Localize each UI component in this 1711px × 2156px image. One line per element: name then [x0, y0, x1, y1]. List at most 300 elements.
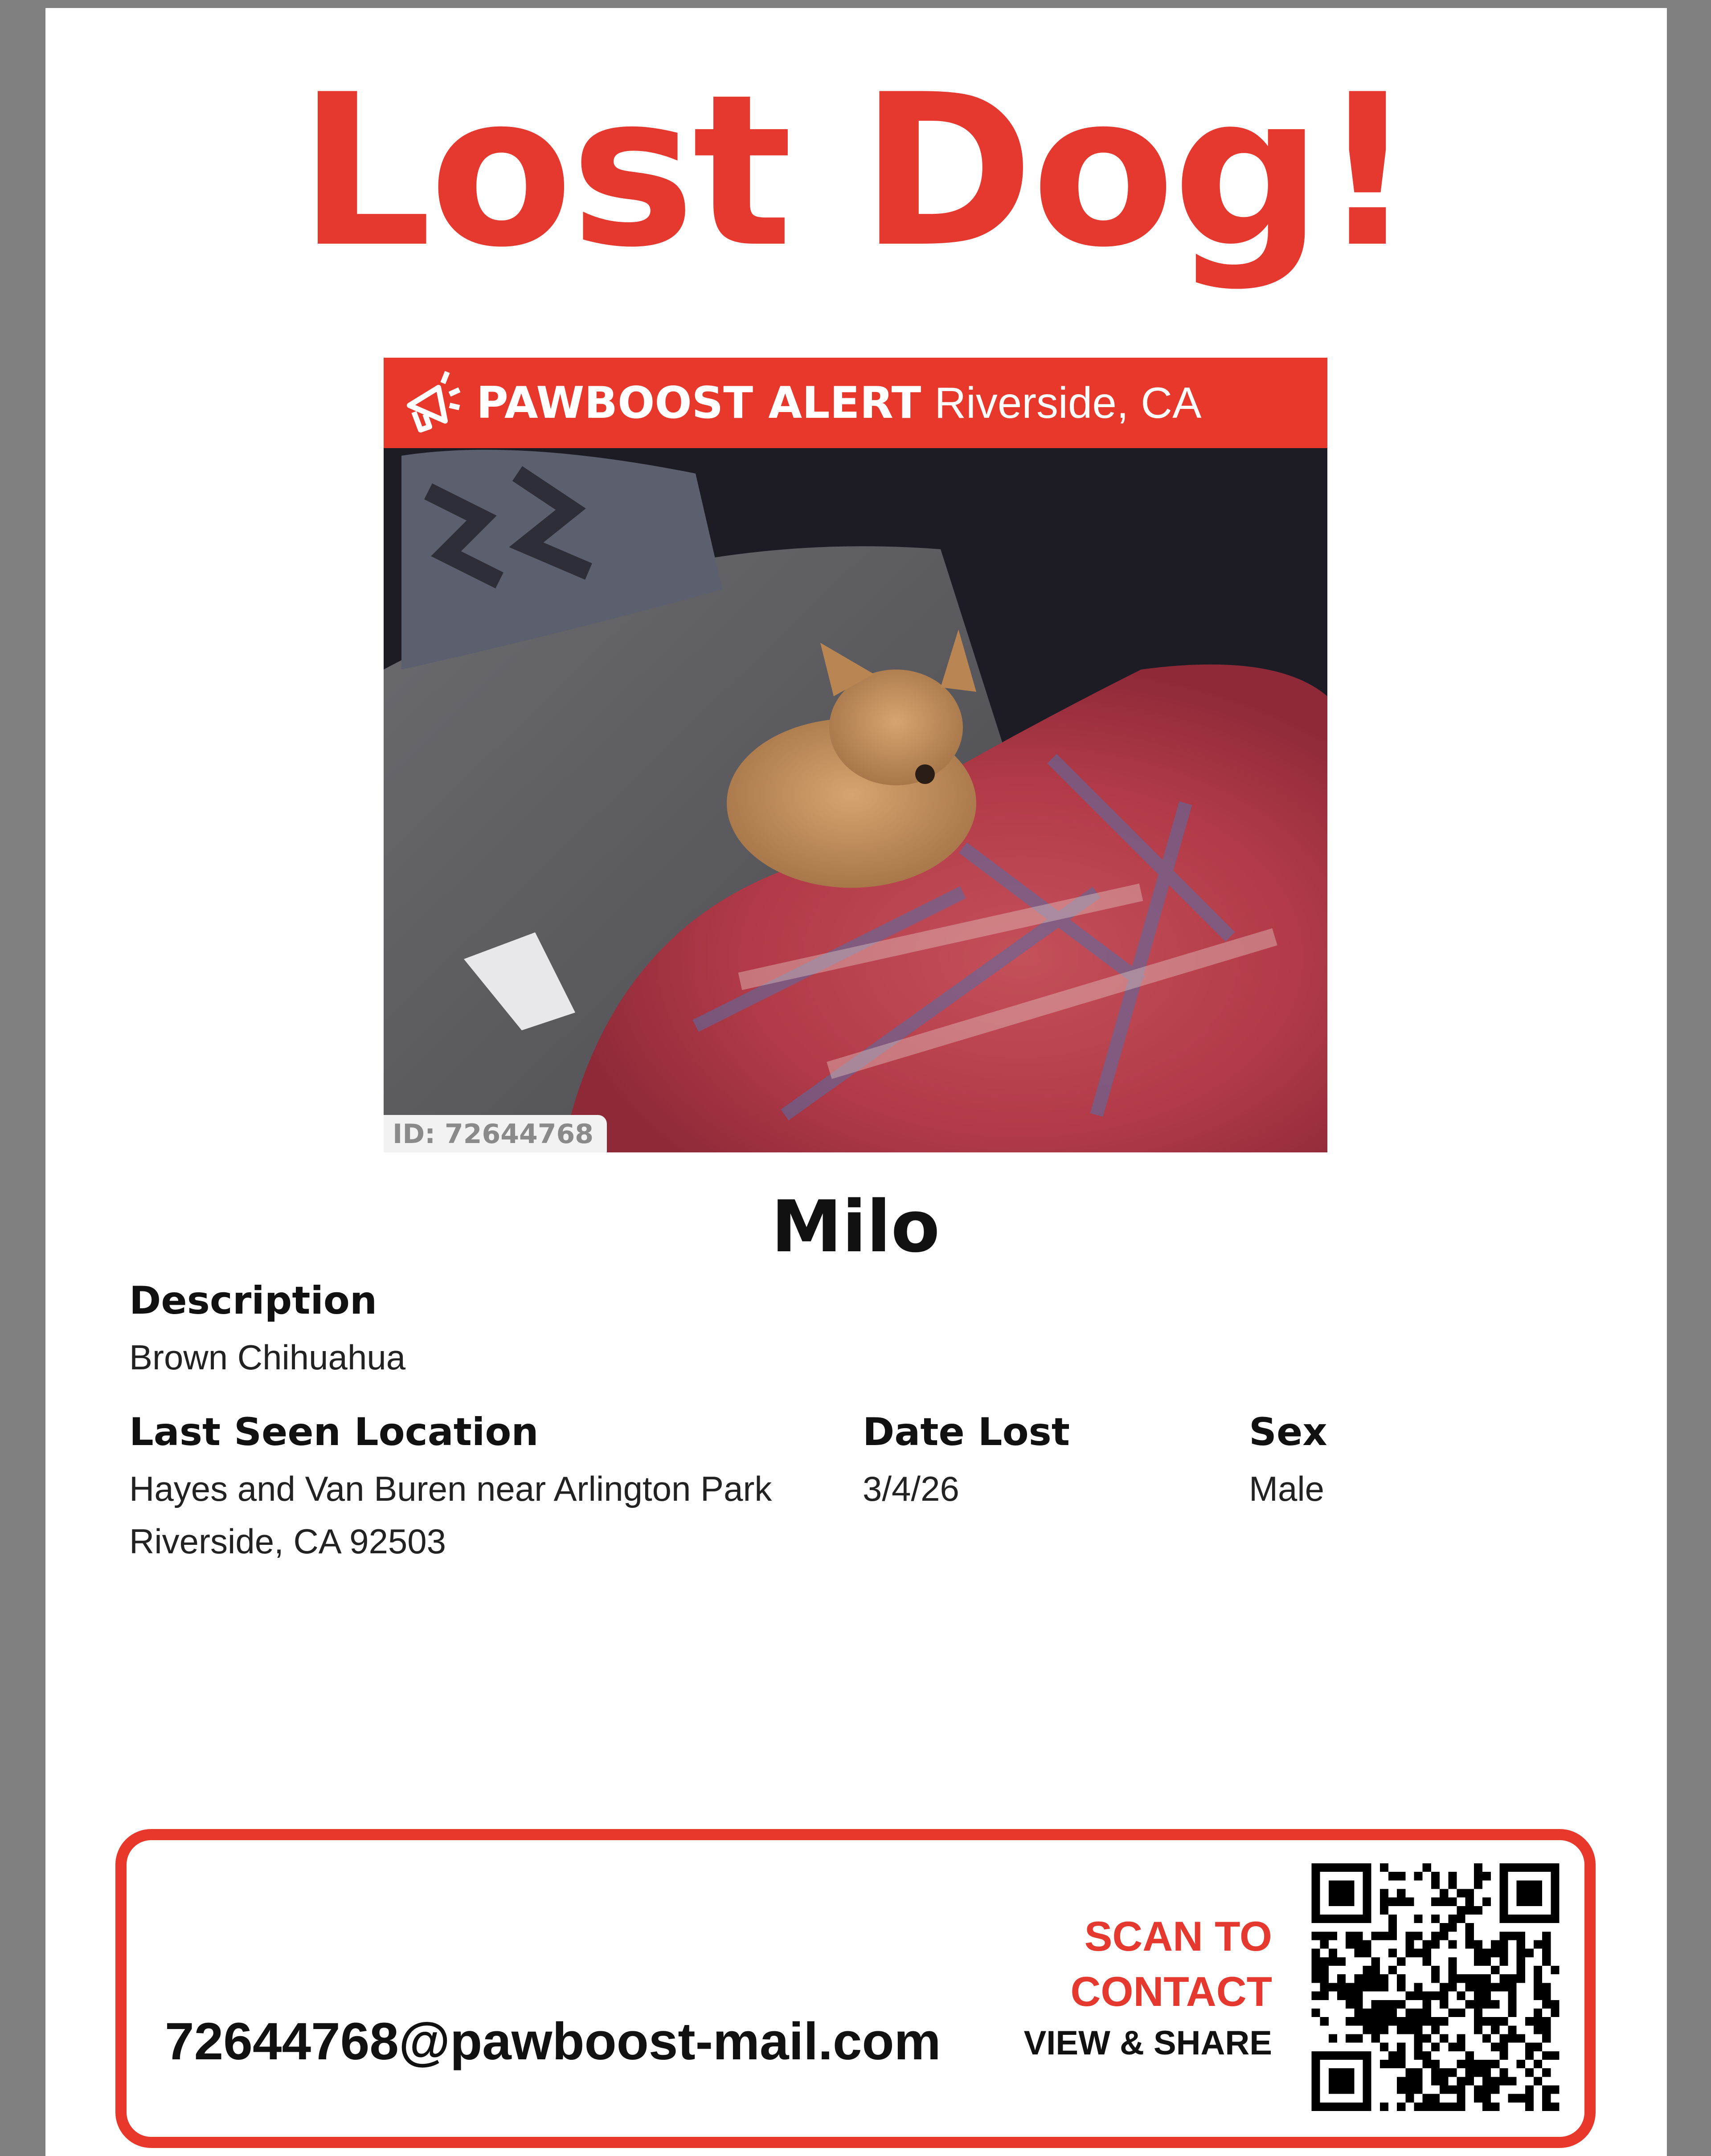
qr-module: [1491, 2085, 1499, 2094]
qr-module: [1508, 1915, 1516, 1923]
qr-module: [1551, 1880, 1559, 1889]
qr-module: [1448, 1966, 1457, 1974]
qr-module: [1405, 2077, 1414, 2085]
qr-module: [1457, 2077, 1465, 2085]
qr-module: [1312, 2068, 1320, 2077]
qr-module: [1440, 1898, 1448, 1906]
qr-module: [1431, 2060, 1440, 2068]
qr-module: [1499, 1957, 1508, 1966]
qr-module: [1499, 2034, 1508, 2042]
qr-module: [1517, 1889, 1525, 1898]
qr-module: [1499, 1931, 1508, 1940]
qr-module: [1423, 1992, 1431, 2000]
qr-module: [1440, 1983, 1448, 1991]
qr-module: [1337, 2103, 1346, 2111]
qr-module: [1499, 2051, 1508, 2060]
qr-module: [1542, 2051, 1551, 2060]
qr-module: [1542, 2025, 1551, 2034]
qr-module: [1440, 2000, 1448, 2009]
qr-module: [1474, 1872, 1482, 1880]
qr-module: [1491, 1966, 1499, 1974]
qr-module: [1465, 2051, 1474, 2060]
qr-module: [1312, 1949, 1320, 1957]
qr-module: [1423, 2051, 1431, 2060]
qr-module: [1423, 1949, 1431, 1957]
qr-module: [1474, 2060, 1482, 2068]
qr-module: [1491, 2043, 1499, 2051]
qr-module: [1457, 2034, 1465, 2042]
qr-module: [1363, 1889, 1371, 1898]
qr-module: [1346, 2034, 1354, 2042]
qr-module: [1551, 1863, 1559, 1872]
qr-module: [1354, 2103, 1363, 2111]
qr-module: [1474, 2068, 1482, 2077]
qr-module: [1363, 1949, 1371, 1957]
qr-module: [1423, 1957, 1431, 1966]
qr-module: [1337, 1863, 1346, 1872]
dog-photo-illustration: [384, 358, 1327, 1152]
qr-module: [1346, 1983, 1354, 1991]
qr-module: [1440, 1923, 1448, 1931]
qr-module: [1397, 1983, 1405, 1991]
qr-module: [1440, 1992, 1448, 2000]
qr-module: [1346, 2085, 1354, 2094]
qr-module: [1329, 2068, 1337, 2077]
qr-module: [1474, 1949, 1482, 1957]
qr-module: [1312, 2060, 1320, 2068]
qr-module: [1448, 2009, 1457, 2017]
qr-module: [1440, 2017, 1448, 2025]
qr-module: [1397, 2077, 1405, 2085]
qr-module: [1448, 1923, 1457, 1931]
qr-module: [1312, 1898, 1320, 1906]
qr-module: [1534, 2077, 1542, 2085]
qr-module: [1499, 2017, 1508, 2025]
qr-module: [1388, 2000, 1397, 2009]
qr-module: [1474, 2017, 1482, 2025]
qr-module: [1346, 1863, 1354, 1872]
qr-module: [1363, 2085, 1371, 2094]
qr-module: [1312, 1915, 1320, 1923]
qr-module: [1431, 1931, 1440, 1940]
qr-module: [1397, 1889, 1405, 1898]
qr-module: [1508, 2034, 1516, 2042]
qr-module: [1499, 2043, 1508, 2051]
qr-module: [1414, 2043, 1423, 2051]
qr-module: [1337, 1880, 1346, 1889]
qr-module: [1388, 1966, 1397, 1974]
qr-module: [1474, 2025, 1482, 2034]
qr-module: [1371, 2000, 1380, 2009]
qr-module: [1517, 1863, 1525, 1872]
qr-module: [1491, 2060, 1499, 2068]
qr-module: [1414, 2009, 1423, 2017]
qr-module: [1457, 2043, 1465, 2051]
qr-module: [1499, 1915, 1508, 1923]
qr-module: [1329, 1915, 1337, 1923]
qr-module: [1508, 2077, 1516, 2085]
qr-module: [1371, 1931, 1380, 1940]
qr-module: [1354, 1949, 1363, 1957]
qr-module: [1312, 1966, 1320, 1974]
qr-module: [1482, 2000, 1491, 2009]
qr-module: [1312, 2094, 1320, 2103]
qr-module: [1397, 2085, 1405, 2094]
contact-label: CONTACT: [1070, 1968, 1272, 2015]
qr-module: [1371, 1974, 1380, 1983]
date-lost-value: 3/4/26: [863, 1469, 959, 1508]
qr-module: [1440, 2085, 1448, 2094]
qr-module: [1474, 2085, 1482, 2094]
qr-module: [1542, 1931, 1551, 1940]
qr-module: [1320, 1974, 1329, 1983]
qr-module: [1414, 1992, 1423, 2000]
megaphone-icon: [396, 370, 463, 437]
qr-module: [1371, 2025, 1380, 2034]
qr-module: [1397, 2000, 1405, 2009]
qr-module: [1380, 2043, 1388, 2051]
qr-module: [1337, 1898, 1346, 1906]
qr-module: [1534, 1863, 1542, 1872]
qr-module: [1414, 2068, 1423, 2077]
qr-module: [1312, 1906, 1320, 1915]
qr-module: [1525, 2051, 1534, 2060]
qr-module: [1465, 1983, 1474, 1991]
qr-module: [1363, 2025, 1371, 2034]
pet-photo: [384, 358, 1327, 1152]
qr-module: [1517, 1898, 1525, 1906]
qr-module: [1499, 2077, 1508, 2085]
qr-module: [1508, 2094, 1516, 2103]
qr-module: [1499, 1949, 1508, 1957]
qr-module: [1346, 1898, 1354, 1906]
qr-module: [1405, 2017, 1414, 2025]
qr-module: [1551, 2085, 1559, 2094]
qr-module: [1346, 1915, 1354, 1923]
qr-module: [1525, 1863, 1534, 1872]
qr-module: [1431, 1992, 1440, 2000]
qr-module: [1337, 2085, 1346, 2094]
qr-module: [1397, 1974, 1405, 1983]
qr-module: [1491, 2077, 1499, 2085]
qr-module: [1388, 2017, 1397, 2025]
qr-module: [1423, 2103, 1431, 2111]
qr-module: [1551, 1915, 1559, 1923]
qr-module: [1423, 2094, 1431, 2103]
qr-module: [1482, 1949, 1491, 1957]
qr-module: [1457, 2009, 1465, 2017]
qr-module: [1329, 2085, 1337, 2094]
qr-module: [1525, 2094, 1534, 2103]
description-label: Description: [129, 1278, 377, 1323]
qr-module: [1405, 2085, 1414, 2094]
qr-module: [1465, 1931, 1474, 1940]
qr-module: [1363, 2051, 1371, 2060]
qr-module: [1542, 2017, 1551, 2025]
qr-module: [1474, 2094, 1482, 2103]
qr-module: [1329, 1863, 1337, 1872]
qr-module: [1508, 1992, 1516, 2000]
qr-module: [1508, 2000, 1516, 2009]
qr-module: [1508, 1931, 1516, 1940]
qr-module: [1491, 2103, 1499, 2111]
qr-module: [1354, 1940, 1363, 1949]
qr-module: [1465, 2060, 1474, 2068]
qr-module: [1354, 1931, 1363, 1940]
qr-module: [1499, 1906, 1508, 1915]
qr-module: [1551, 2051, 1559, 2060]
qr-module: [1405, 1949, 1414, 1957]
qr-module: [1431, 2077, 1440, 2085]
qr-module: [1354, 1863, 1363, 1872]
qr-module: [1380, 2060, 1388, 2068]
qr-module: [1371, 1966, 1380, 1974]
qr-module: [1448, 1940, 1457, 1949]
qr-module: [1542, 1957, 1551, 1966]
qr-module: [1542, 2000, 1551, 2009]
qr-module: [1508, 1863, 1516, 1872]
qr-module: [1337, 1974, 1346, 1983]
qr-module: [1448, 1983, 1457, 1991]
qr-module: [1354, 2009, 1363, 2017]
qr-module: [1380, 2009, 1388, 2017]
pawboost-alert-banner: [384, 358, 1327, 448]
qr-module: [1405, 2025, 1414, 2034]
qr-module: [1346, 2000, 1354, 2009]
sex-value: Male: [1249, 1469, 1325, 1508]
qr-module: [1329, 1889, 1337, 1898]
qr-module: [1346, 1889, 1354, 1898]
qr-module: [1534, 2009, 1542, 2017]
qr-module: [1517, 2094, 1525, 2103]
qr-module: [1388, 1872, 1397, 1880]
qr-module: [1414, 2085, 1423, 2094]
qr-module: [1346, 1940, 1354, 1949]
qr-module: [1491, 2025, 1499, 2034]
qr-module: [1346, 2103, 1354, 2111]
qr-module: [1354, 1992, 1363, 2000]
contact-email[interactable]: 72644768@pawboost-mail.com: [165, 2012, 941, 2071]
qr-module: [1525, 1889, 1534, 1898]
qr-module: [1499, 1872, 1508, 1880]
qr-module: [1363, 1966, 1371, 1974]
qr-module: [1380, 1906, 1388, 1915]
qr-module: [1312, 2009, 1320, 2017]
qr-module: [1534, 2060, 1542, 2068]
qr-module: [1482, 1957, 1491, 1966]
qr-module: [1414, 1915, 1423, 1923]
qr-module: [1534, 1889, 1542, 1898]
qr-module: [1320, 2103, 1329, 2111]
qr-module: [1363, 1880, 1371, 1889]
qr-module: [1525, 2043, 1534, 2051]
scan-to-label: SCAN TO: [1084, 1913, 1272, 1960]
qr-module: [1465, 1974, 1474, 1983]
qr-module: [1363, 1983, 1371, 1991]
qr-module: [1482, 2094, 1491, 2103]
qr-module: [1337, 1983, 1346, 1991]
qr-module: [1534, 1992, 1542, 2000]
qr-module: [1551, 1898, 1559, 1906]
qr-module: [1405, 2009, 1414, 2017]
qr-module: [1397, 2017, 1405, 2025]
qr-module: [1474, 1974, 1482, 1983]
qr-module: [1405, 2068, 1414, 2077]
qr-module: [1380, 2017, 1388, 2025]
qr-module: [1337, 1889, 1346, 1898]
qr-module: [1431, 2017, 1440, 2025]
qr-module: [1388, 1931, 1397, 1940]
qr-module: [1457, 1992, 1465, 2000]
qr-module: [1542, 1992, 1551, 2000]
qr-module: [1482, 2060, 1491, 2068]
qr-module: [1397, 2043, 1405, 2051]
qr-module: [1312, 2085, 1320, 2094]
qr-module: [1465, 2000, 1474, 2009]
qr-module: [1491, 2000, 1499, 2009]
qr-module: [1517, 1949, 1525, 1957]
qr-module: [1534, 2025, 1542, 2034]
qr-module: [1423, 2000, 1431, 2009]
qr-module: [1346, 2017, 1354, 2025]
qr-module: [1388, 1915, 1397, 1923]
qr-module: [1448, 2103, 1457, 2111]
qr-module: [1312, 1974, 1320, 1983]
qr-module: [1329, 2051, 1337, 2060]
qr-module: [1337, 1915, 1346, 1923]
qr-module: [1525, 1880, 1534, 1889]
qr-module: [1499, 1983, 1508, 1991]
qr-module: [1423, 2060, 1431, 2068]
qr-module: [1525, 2068, 1534, 2077]
qr-module: [1534, 1898, 1542, 1906]
qr-module: [1371, 2009, 1380, 2017]
qr-module: [1517, 1940, 1525, 1949]
last-seen-line1: Hayes and Van Buren near Arlington Park: [129, 1469, 772, 1508]
qr-module: [1457, 2060, 1465, 2068]
qr-module: [1517, 1957, 1525, 1966]
qr-module: [1380, 2000, 1388, 2009]
qr-module: [1354, 2051, 1363, 2060]
qr-module: [1474, 1863, 1482, 1872]
qr-module: [1346, 2051, 1354, 2060]
qr-module: [1448, 2068, 1457, 2077]
qr-module: [1320, 1957, 1329, 1966]
qr-module: [1525, 2085, 1534, 2094]
qr-module: [1517, 1931, 1525, 1940]
qr-module: [1465, 2068, 1474, 2077]
qr-module: [1517, 2034, 1525, 2042]
qr-module: [1388, 1949, 1397, 1957]
qr-module: [1312, 1957, 1320, 1966]
qr-module: [1371, 2034, 1380, 2042]
qr-module: [1405, 1898, 1414, 1906]
qr-module: [1423, 2009, 1431, 2017]
qr-module: [1431, 1872, 1440, 1880]
qr-module: [1329, 1931, 1337, 1940]
qr-module: [1465, 2077, 1474, 2085]
qr-module: [1448, 1872, 1457, 1880]
sex-label: Sex: [1249, 1410, 1327, 1454]
qr-module: [1414, 2025, 1423, 2034]
qr-module: [1440, 2034, 1448, 2042]
qr-module: [1431, 1898, 1440, 1906]
qr-code[interactable]: [1310, 1863, 1561, 2111]
qr-module: [1312, 1872, 1320, 1880]
qr-module: [1371, 1983, 1380, 1991]
qr-module: [1534, 1983, 1542, 1991]
qr-module: [1448, 1880, 1457, 1889]
qr-module: [1465, 1906, 1474, 1915]
qr-module: [1491, 1940, 1499, 1949]
qr-module: [1414, 2017, 1423, 2025]
qr-module: [1534, 1966, 1542, 1974]
qr-module: [1534, 2017, 1542, 2025]
qr-module: [1363, 2077, 1371, 2085]
qr-module: [1363, 1863, 1371, 1872]
qr-module: [1499, 1889, 1508, 1898]
qr-module: [1371, 2017, 1380, 2025]
qr-module: [1414, 2034, 1423, 2042]
qr-module: [1551, 1966, 1559, 1974]
qr-module: [1423, 2017, 1431, 2025]
qr-module: [1525, 1915, 1534, 1923]
qr-module: [1320, 2051, 1329, 2060]
qr-module: [1405, 2094, 1414, 2103]
qr-module: [1363, 2103, 1371, 2111]
qr-module: [1397, 2060, 1405, 2068]
qr-module: [1346, 1992, 1354, 2000]
qr-module: [1534, 1974, 1542, 1983]
qr-module: [1448, 1957, 1457, 1966]
qr-module: [1397, 1872, 1405, 1880]
qr-module: [1551, 2103, 1559, 2111]
qr-module: [1397, 2103, 1405, 2111]
qr-module: [1388, 1923, 1397, 1931]
qr-module: [1414, 2103, 1423, 2111]
qr-module: [1431, 2043, 1440, 2051]
qr-module: [1508, 2009, 1516, 2017]
qr-module: [1337, 1992, 1346, 2000]
qr-module: [1431, 1880, 1440, 1889]
qr-module: [1499, 2068, 1508, 2077]
qr-module: [1312, 1880, 1320, 1889]
qr-module: [1508, 1983, 1516, 1991]
qr-module: [1499, 1880, 1508, 1889]
qr-module: [1329, 1983, 1337, 1991]
qr-module: [1499, 1863, 1508, 1872]
qr-module: [1312, 1889, 1320, 1898]
qr-module: [1474, 1983, 1482, 1991]
qr-module: [1320, 1966, 1329, 1974]
qr-module: [1448, 2043, 1457, 2051]
qr-module: [1534, 1880, 1542, 1889]
qr-module: [1405, 1992, 1414, 2000]
qr-module: [1474, 1880, 1482, 1889]
qr-module: [1508, 2025, 1516, 2034]
qr-module: [1542, 2085, 1551, 2094]
qr-module: [1397, 2025, 1405, 2034]
qr-module: [1534, 1940, 1542, 1949]
qr-module: [1329, 1898, 1337, 1906]
qr-module: [1363, 2017, 1371, 2025]
qr-module: [1448, 1898, 1457, 1906]
qr-module: [1363, 1915, 1371, 1923]
qr-module: [1525, 1898, 1534, 1906]
qr-module: [1431, 1974, 1440, 1983]
qr-module: [1448, 1915, 1457, 1923]
date-lost-label: Date Lost: [863, 1410, 1070, 1454]
